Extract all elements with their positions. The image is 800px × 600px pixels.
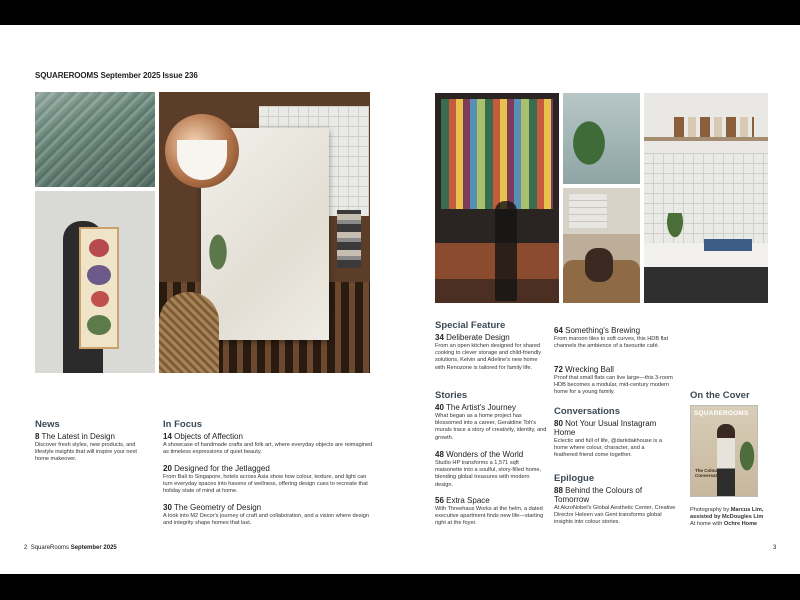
page-number: 34 xyxy=(435,333,444,342)
on-the-cover-heading: On the Cover xyxy=(690,390,750,401)
design-moodboard-photo xyxy=(159,92,370,373)
page-number: 88 xyxy=(554,486,563,495)
credit-prefix: Photography by xyxy=(690,507,730,513)
kitchen-shelf-photo xyxy=(644,93,768,303)
cover-model xyxy=(717,424,735,497)
page-number: 56 xyxy=(435,496,444,505)
entry-title: Something's Brewing xyxy=(565,326,641,335)
entry-title: The Artist's Journey xyxy=(445,403,516,412)
entry-title: The Geometry of Design xyxy=(173,503,262,512)
wall-shelf xyxy=(644,137,768,141)
page-number: 20 xyxy=(163,464,172,473)
toc-entry-stories-56[interactable] xyxy=(435,496,547,528)
toc-entry-64[interactable] xyxy=(554,326,674,350)
toc-entry-focus-20[interactable] xyxy=(163,464,375,496)
page-number: 80 xyxy=(554,419,563,428)
cover-line: The Colour Conversation xyxy=(695,468,724,478)
entry-description: At AkzoNobel's Global Aesthetic Center, Creative Director Heleen van Gent transforms global insights into colour stories. xyxy=(554,505,676,526)
entry-title: Deliberate Design xyxy=(446,333,510,342)
entry-description: What began as a home project has blossomed into a career, Geraldine Toh's murals trace a story of creativity, identity, and growth. xyxy=(435,413,547,441)
folio-month: September 2025 xyxy=(70,545,117,551)
epilogue-heading: Epilogue xyxy=(554,473,595,484)
cover-logo: SQUAREROOMS xyxy=(694,410,749,417)
page-number: 72 xyxy=(554,365,563,374)
blurred-figure xyxy=(495,201,517,301)
lower-cabinet xyxy=(644,267,768,303)
sink-rack xyxy=(704,239,752,251)
page-number: 14 xyxy=(163,432,172,441)
toc-entry-stories-48[interactable] xyxy=(435,450,547,489)
entry-description: Discover fresh styles, new products, and lifestyle insights that will inspire your next home makeover. xyxy=(35,442,137,463)
pool-tiles-photo xyxy=(35,92,155,187)
entry-description: From an open kitchen designed for shared cooking to clever storage and child-friendly solutions, Kelvin and Adeline's new home with Renozone is tailored for family life. xyxy=(435,343,542,371)
toc-entry-focus-30[interactable] xyxy=(163,503,375,527)
colourful-shelf-interior-photo xyxy=(435,93,559,303)
entry-description: Eclectic and full of life, @darkdakhouse is a home where colour, character, and a feathered friend come together. xyxy=(554,438,662,459)
entry-title: The Latest in Design xyxy=(41,432,115,441)
cover-credit xyxy=(690,507,780,529)
home-prefix: At home with xyxy=(690,521,723,528)
stories-heading: Stories xyxy=(435,390,468,401)
toc-entry-72[interactable] xyxy=(554,365,674,397)
entry-title: Wonders of the World xyxy=(446,450,524,459)
toc-entry-stories-40[interactable] xyxy=(435,403,547,442)
page-number: 30 xyxy=(163,503,172,512)
swatch-strip xyxy=(337,210,361,268)
toc-entry-epilogue-88[interactable] xyxy=(554,486,679,527)
conversations-heading: Conversations xyxy=(554,406,620,417)
embroidered-textile xyxy=(79,227,119,349)
plant-sprig xyxy=(203,222,233,282)
rattan-chair xyxy=(159,292,219,373)
pot-plant xyxy=(664,213,686,243)
in-focus-heading: In Focus xyxy=(163,419,203,430)
entry-title: Behind the Colours of Tomorrow xyxy=(554,486,643,504)
entry-title: Not Your Usual Instagram Home xyxy=(554,419,657,437)
magazine-spread xyxy=(0,25,800,574)
entry-title: Extra Space xyxy=(446,496,490,505)
entry-description: A look into M2 Decor's journey of craft and collaboration, and a vision where design and integrity shape homes that last. xyxy=(163,513,369,527)
page-number: 48 xyxy=(435,450,444,459)
colour-shelf-wall xyxy=(441,99,553,209)
masthead: SQUAREROOMS September 2025 Issue 236 xyxy=(35,71,198,80)
toc-entry-news-8[interactable] xyxy=(35,432,147,464)
plant-window-photo xyxy=(563,93,640,184)
folio-page-number: 2 xyxy=(24,545,28,551)
entry-title: Wrecking Ball xyxy=(565,365,614,374)
toc-entry-special-34[interactable] xyxy=(435,333,547,372)
entry-description: A showcase of handmade crafts and folk art, where everyday objects are reimagined as timeless expressions of quiet beauty. xyxy=(163,442,373,456)
home-name: Ochre Home xyxy=(723,521,758,528)
entry-description: From Bali to Singapore, hotels across Asia show how colour, texture, and light can turn everyday spaces into havens of wellness, offering design cues to recreate that holiday state of mind at home. xyxy=(163,474,368,495)
entry-title: Designed for the Jetlagged xyxy=(174,464,270,473)
kitchen-backsplash xyxy=(644,153,768,243)
credit-names: Marcus Lim, assisted by McDougles Lim xyxy=(690,507,764,521)
page-number: 64 xyxy=(554,326,563,335)
entry-description: From maroon tiles to soft curves, this HDB flat channels the ambience of a favourite café. xyxy=(554,336,669,350)
entry-description: Proof that small flats can live large—this 3-room HDB becomes a modular, mid-century modern home for a young family. xyxy=(554,375,673,396)
toc-entry-conversations-80[interactable] xyxy=(554,419,666,460)
page-number: 40 xyxy=(435,403,444,412)
dog-on-sofa-photo xyxy=(563,188,640,303)
jars xyxy=(674,117,754,137)
cover-thumbnail[interactable] xyxy=(690,405,758,497)
folio-brand: SquareRooms xyxy=(30,545,70,551)
page-number: 8 xyxy=(35,432,40,441)
folk-art-textile-photo xyxy=(35,191,155,373)
cover-plant xyxy=(737,436,757,476)
entry-description: With Threehaus Works at the helm, a dated executive apartment finds new life—starting right at the foyer. xyxy=(435,506,544,527)
entry-title: Objects of Affection xyxy=(174,432,243,441)
special-feature-heading: Special Feature xyxy=(435,320,506,331)
news-heading: News xyxy=(35,419,60,430)
toc-entry-focus-14[interactable] xyxy=(163,432,375,456)
folio-right: 3 xyxy=(773,545,777,551)
folio-left xyxy=(24,545,117,551)
dog xyxy=(585,248,613,282)
entry-description: Studio HP transforms a 1,571 sqft maisonette into a soulful, story-filled home, blending global treasures with modern design. xyxy=(435,460,542,488)
